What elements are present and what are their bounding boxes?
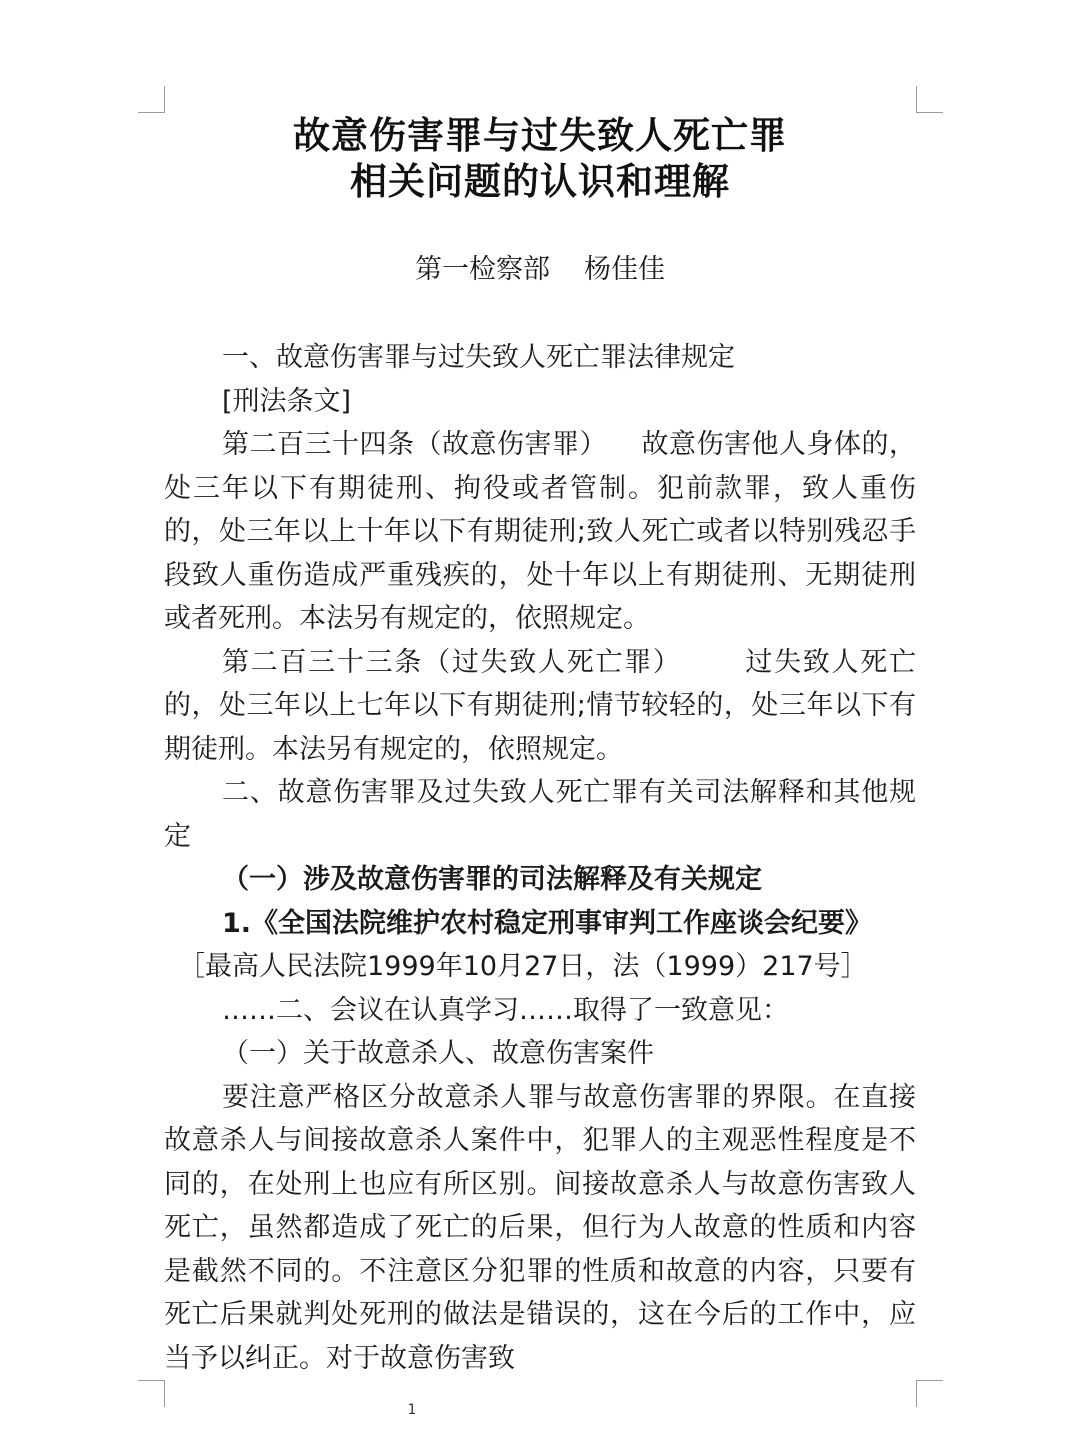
author-line [0,248,1080,292]
section-heading-2: 二、故意伤害罪及过失致人死亡罪有关司法解释和其他规定 [164,777,916,852]
meeting-excerpt: ……二、会议在认真学习……取得了一致意见： [222,994,789,1026]
article-234-text: 故意伤害他人身体的，处三年以下有期徒刑、拘役或者管制。犯前款罪，致人重伤的，处三年以上十年以下有期徒刑;致人死亡或者以特别残忍手段致人重伤造成严重残疾的，处十年以上有期徒刑、无期徒刑或者死刑。本法另有规定的，依照规定。 [164,429,916,634]
article-234-paragraph [164,423,916,641]
section-heading-1: 一、故意伤害罪与过失致人死亡罪法律规定 [222,342,735,373]
document-citation: ［最高人民法院1999年10月27日，法（1999）217号］ [178,951,868,982]
subsection-heading-homicide: （一）关于故意杀人、故意伤害案件 [222,1038,654,1069]
subsection-heading-1: （一）涉及故意伤害罪的司法解释及有关规定 [222,864,762,895]
document-title-line-1: 故意伤害罪与过失致人死亡罪 [293,114,787,157]
page-number: 1 [407,1402,417,1418]
subsection-label-criminal-law: [刑法条文] [222,385,352,417]
article-233-heading: 第二百三十三条（过失致人死亡罪） [222,646,682,678]
page-corner-mark-bottom-right [916,1380,943,1407]
article-234-heading: 第二百三十四条（故意伤害罪） [222,429,607,460]
document-title-line-2: 相关问题的认识和理解 [350,160,730,203]
author-name: 杨佳佳 [584,254,665,285]
author-department: 第一检察部 [415,254,550,285]
homicide-paragraph: 要注意严格区分故意杀人罪与故意伤害罪的界限。在直接故意杀人与间接故意杀人案件中，犯罪人的主观恶性程度是不同的，在处刑上也应有所区别。间接故意杀人与故意伤害致人死亡，虽然都造成了死亡的后果，但行为人故意的性质和内容是截然不同的。不注意区分犯罪的性质和故意的内容，只要有死亡后果就判处死刑的做法是错误的，这在今后的工作中，应当予以纠正。对于故意伤害致 [164,1081,916,1374]
page-corner-mark-top-left [138,86,165,113]
document-reference-heading: 1.《全国法院维护农村稳定刑事审判工作座谈会纪要》 [222,907,873,939]
article-233-paragraph [164,641,916,772]
page-corner-mark-top-right [916,86,943,113]
article-233-text: 过失致人死亡的，处三年以上七年以下有期徒刑;情节较轻的，处三年以下有期徒刑。本法另有规定的，依照规定。 [164,646,917,765]
document-body [164,336,916,1380]
